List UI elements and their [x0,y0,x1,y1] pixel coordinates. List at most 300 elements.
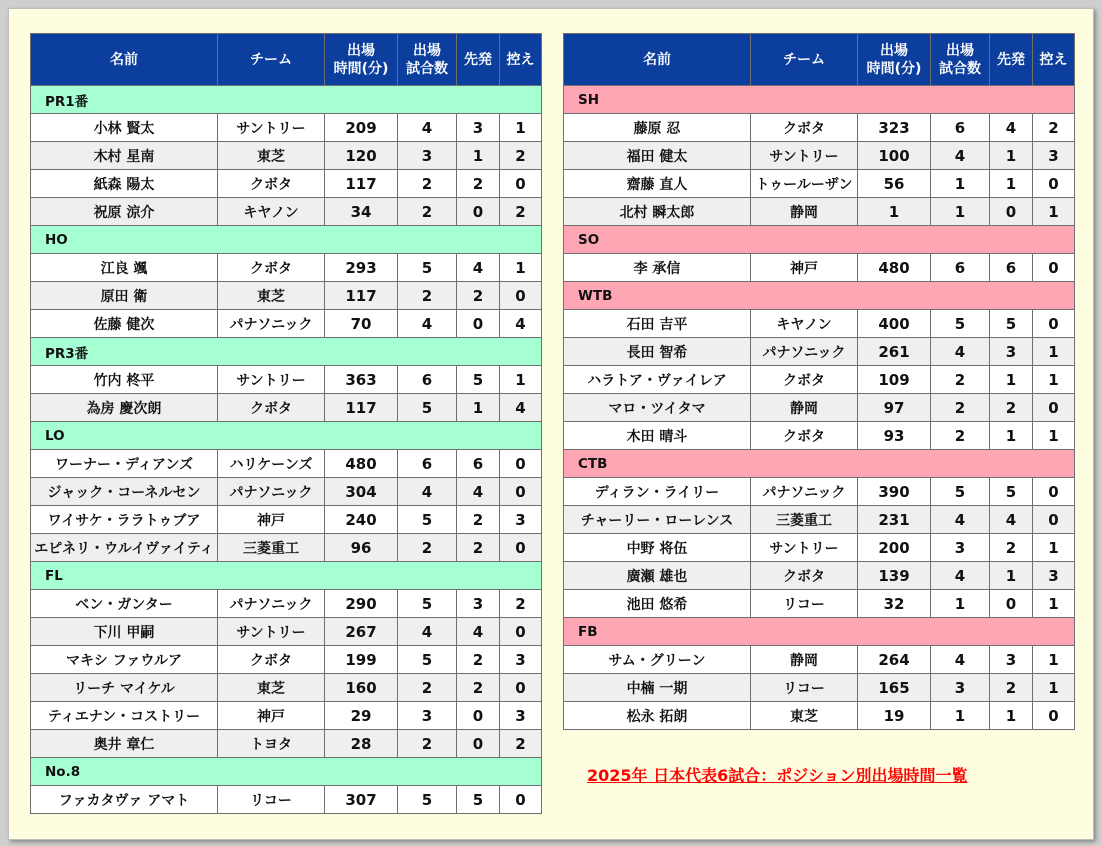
team-cell: サントリー [218,366,325,394]
minutes-cell: 34 [325,198,398,226]
table-row [31,730,542,758]
starts-cell: 6 [990,254,1033,282]
matches-cell: 2 [931,394,990,422]
minutes-cell: 264 [858,646,931,674]
right-roster-table [563,33,1075,730]
position-label: SO [564,226,1075,254]
team-cell: 神戸 [218,506,325,534]
starts-cell: 4 [457,618,500,646]
bench-cell: 2 [500,142,542,170]
header-minutes: 出場 時間(分) [858,34,931,86]
header-matches: 出場 試合数 [931,34,990,86]
player-name-cell: 祝原 涼介 [31,198,218,226]
position-group-row [564,226,1075,254]
matches-cell: 1 [931,590,990,618]
team-cell: クボタ [751,366,858,394]
table-row [564,646,1075,674]
minutes-cell: 70 [325,310,398,338]
bench-cell: 0 [500,786,542,814]
team-cell: パナソニック [751,338,858,366]
table-row [31,674,542,702]
matches-cell: 3 [398,142,457,170]
table-row [31,170,542,198]
minutes-cell: 97 [858,394,931,422]
player-name-cell: ワイサケ・ララトゥブア [31,506,218,534]
team-cell: 三菱重工 [218,534,325,562]
table-row [564,338,1075,366]
starts-cell: 4 [990,506,1033,534]
minutes-cell: 165 [858,674,931,702]
player-name-cell: 奥井 章仁 [31,730,218,758]
starts-cell: 5 [457,366,500,394]
minutes-cell: 96 [325,534,398,562]
matches-cell: 2 [931,422,990,450]
player-name-cell: チャーリー・ローレンス [564,506,751,534]
table-row [31,618,542,646]
starts-cell: 1 [990,142,1033,170]
position-group-row [31,86,542,114]
table-row [564,506,1075,534]
matches-cell: 2 [398,730,457,758]
matches-cell: 4 [931,142,990,170]
player-name-cell: 木田 晴斗 [564,422,751,450]
team-cell: クボタ [751,114,858,142]
position-label: SH [564,86,1075,114]
position-group-row [564,618,1075,646]
minutes-cell: 117 [325,170,398,198]
starts-cell: 3 [990,646,1033,674]
team-cell: 三菱重工 [751,506,858,534]
player-name-cell: 下川 甲嗣 [31,618,218,646]
table-row [31,198,542,226]
header-row [564,34,1075,86]
team-cell: リコー [751,674,858,702]
header-minutes: 出場 時間(分) [325,34,398,86]
starts-cell: 5 [457,786,500,814]
table-row [564,702,1075,730]
player-name-cell: サム・グリーン [564,646,751,674]
player-name-cell: リーチ マイケル [31,674,218,702]
starts-cell: 1 [990,170,1033,198]
header-bench: 控え [500,34,542,86]
team-cell: パナソニック [218,310,325,338]
matches-cell: 5 [398,254,457,282]
matches-cell: 4 [931,646,990,674]
matches-cell: 1 [931,198,990,226]
starts-cell: 5 [990,310,1033,338]
position-label: HO [31,226,542,254]
header-name: 名前 [564,34,751,86]
minutes-cell: 117 [325,394,398,422]
left-roster-table [30,33,542,814]
starts-cell: 6 [457,450,500,478]
page-caption: 2025年 日本代表6試合：ポジション別出場時間一覧 [587,766,968,785]
matches-cell: 3 [931,534,990,562]
starts-cell: 2 [990,394,1033,422]
header-team: チーム [751,34,858,86]
team-cell: クボタ [218,394,325,422]
bench-cell: 0 [500,170,542,198]
bench-cell: 1 [500,366,542,394]
bench-cell: 1 [1033,646,1075,674]
team-cell: サントリー [218,618,325,646]
bench-cell: 2 [500,198,542,226]
minutes-cell: 293 [325,254,398,282]
table-row [31,310,542,338]
player-name-cell: 為房 慶次朗 [31,394,218,422]
matches-cell: 6 [398,366,457,394]
minutes-cell: 120 [325,142,398,170]
team-cell: クボタ [751,422,858,450]
position-label: PR3番 [31,338,542,366]
starts-cell: 1 [990,702,1033,730]
starts-cell: 4 [990,114,1033,142]
table-row [564,478,1075,506]
position-label: WTB [564,282,1075,310]
table-row [31,506,542,534]
matches-cell: 6 [931,114,990,142]
starts-cell: 3 [457,114,500,142]
table-row [31,702,542,730]
bench-cell: 0 [1033,170,1075,198]
player-name-cell: 北村 瞬太郎 [564,198,751,226]
position-label: FL [31,562,542,590]
bench-cell: 3 [500,506,542,534]
bench-cell: 3 [1033,142,1075,170]
minutes-cell: 56 [858,170,931,198]
header-starts: 先発 [990,34,1033,86]
team-cell: サントリー [751,534,858,562]
table-row [564,366,1075,394]
table-row [31,450,542,478]
matches-cell: 5 [398,590,457,618]
player-name-cell: マキシ ファウルア [31,646,218,674]
starts-cell: 1 [457,394,500,422]
team-cell: トヨタ [218,730,325,758]
table-row [31,254,542,282]
table-row [31,142,542,170]
matches-cell: 3 [398,702,457,730]
bench-cell: 1 [500,114,542,142]
player-name-cell: ジャック・コーネルセン [31,478,218,506]
table-row [31,114,542,142]
starts-cell: 2 [457,534,500,562]
bench-cell: 3 [1033,562,1075,590]
bench-cell: 0 [500,450,542,478]
header-bench: 控え [1033,34,1075,86]
starts-cell: 2 [457,506,500,534]
bench-cell: 2 [500,730,542,758]
header-name: 名前 [31,34,218,86]
matches-cell: 2 [398,282,457,310]
matches-cell: 4 [931,562,990,590]
player-name-cell: 中野 将伍 [564,534,751,562]
player-name-cell: ファカタヴァ アマト [31,786,218,814]
table-row [31,394,542,422]
player-name-cell: 竹内 柊平 [31,366,218,394]
table-row [31,478,542,506]
minutes-cell: 117 [325,282,398,310]
team-cell: サントリー [751,142,858,170]
starts-cell: 1 [990,562,1033,590]
player-name-cell: 木村 星南 [31,142,218,170]
team-cell: 静岡 [751,198,858,226]
table-row [564,422,1075,450]
player-name-cell: 小林 賢太 [31,114,218,142]
table-row [564,310,1075,338]
table-row [564,114,1075,142]
table-row [564,674,1075,702]
matches-cell: 4 [398,310,457,338]
minutes-cell: 363 [325,366,398,394]
bench-cell: 1 [1033,590,1075,618]
team-cell: クボタ [218,170,325,198]
team-cell: 神戸 [751,254,858,282]
bench-cell: 1 [1033,422,1075,450]
matches-cell: 5 [398,786,457,814]
player-name-cell: ディラン・ライリー [564,478,751,506]
player-name-cell: 松永 拓朗 [564,702,751,730]
table-row [564,142,1075,170]
matches-cell: 6 [931,254,990,282]
team-cell: 東芝 [218,142,325,170]
team-cell: キヤノン [751,310,858,338]
matches-cell: 5 [931,478,990,506]
team-cell: キヤノン [218,198,325,226]
team-cell: 神戸 [218,702,325,730]
starts-cell: 0 [457,702,500,730]
minutes-cell: 29 [325,702,398,730]
bench-cell: 0 [1033,506,1075,534]
starts-cell: 1 [990,422,1033,450]
minutes-cell: 199 [325,646,398,674]
table-row [564,534,1075,562]
team-cell: リコー [751,590,858,618]
minutes-cell: 267 [325,618,398,646]
minutes-cell: 100 [858,142,931,170]
position-group-row [31,226,542,254]
starts-cell: 0 [457,730,500,758]
minutes-cell: 261 [858,338,931,366]
matches-cell: 2 [398,534,457,562]
minutes-cell: 480 [858,254,931,282]
minutes-cell: 139 [858,562,931,590]
team-cell: 静岡 [751,394,858,422]
header-team: チーム [218,34,325,86]
position-group-row [31,562,542,590]
minutes-cell: 28 [325,730,398,758]
minutes-cell: 323 [858,114,931,142]
player-name-cell: 廣瀬 雄也 [564,562,751,590]
starts-cell: 2 [457,646,500,674]
minutes-cell: 304 [325,478,398,506]
bench-cell: 2 [1033,114,1075,142]
team-cell: 静岡 [751,646,858,674]
starts-cell: 2 [457,282,500,310]
player-name-cell: 池田 悠希 [564,590,751,618]
team-cell: 東芝 [218,674,325,702]
bench-cell: 0 [1033,394,1075,422]
table-row [31,534,542,562]
table-row [564,170,1075,198]
matches-cell: 1 [931,170,990,198]
player-name-cell: 紙森 陽太 [31,170,218,198]
header-starts: 先発 [457,34,500,86]
player-name-cell: ワーナー・ディアンズ [31,450,218,478]
player-name-cell: 福田 健太 [564,142,751,170]
starts-cell: 3 [990,338,1033,366]
bench-cell: 0 [500,618,542,646]
bench-cell: 3 [500,702,542,730]
player-name-cell: ベン・ガンター [31,590,218,618]
table-row [564,562,1075,590]
minutes-cell: 160 [325,674,398,702]
team-cell: クボタ [218,254,325,282]
matches-cell: 4 [398,618,457,646]
minutes-cell: 19 [858,702,931,730]
team-cell: ハリケーンズ [218,450,325,478]
matches-cell: 4 [931,338,990,366]
minutes-cell: 1 [858,198,931,226]
bench-cell: 0 [1033,254,1075,282]
matches-cell: 5 [398,646,457,674]
bench-cell: 0 [500,282,542,310]
matches-cell: 5 [398,506,457,534]
position-group-row [31,422,542,450]
team-cell: クボタ [218,646,325,674]
minutes-cell: 231 [858,506,931,534]
bench-cell: 1 [1033,338,1075,366]
matches-cell: 2 [398,170,457,198]
matches-cell: 1 [931,702,990,730]
minutes-cell: 307 [325,786,398,814]
starts-cell: 1 [457,142,500,170]
player-name-cell: 原田 衛 [31,282,218,310]
starts-cell: 2 [457,170,500,198]
matches-cell: 6 [398,450,457,478]
player-name-cell: ティエナン・コストリー [31,702,218,730]
player-name-cell: 中楠 一期 [564,674,751,702]
starts-cell: 0 [457,310,500,338]
minutes-cell: 200 [858,534,931,562]
table-row [564,590,1075,618]
starts-cell: 2 [457,674,500,702]
matches-cell: 2 [398,198,457,226]
position-label: PR1番 [31,86,542,114]
player-name-cell: 藤原 忍 [564,114,751,142]
minutes-cell: 240 [325,506,398,534]
table-row [564,198,1075,226]
team-cell: パナソニック [218,590,325,618]
bench-cell: 3 [500,646,542,674]
table-row [564,254,1075,282]
minutes-cell: 32 [858,590,931,618]
bench-cell: 1 [1033,674,1075,702]
starts-cell: 5 [990,478,1033,506]
header-row [31,34,542,86]
minutes-cell: 290 [325,590,398,618]
bench-cell: 0 [1033,310,1075,338]
position-label: LO [31,422,542,450]
table-row [31,590,542,618]
position-group-row [31,338,542,366]
matches-cell: 3 [931,674,990,702]
matches-cell: 4 [398,114,457,142]
bench-cell: 1 [1033,366,1075,394]
starts-cell: 2 [990,674,1033,702]
starts-cell: 1 [990,366,1033,394]
table-row [31,366,542,394]
player-name-cell: 李 承信 [564,254,751,282]
table-row [564,394,1075,422]
position-label: No.8 [31,758,542,786]
position-group-row [564,282,1075,310]
starts-cell: 0 [990,198,1033,226]
position-group-row [564,450,1075,478]
starts-cell: 3 [457,590,500,618]
table-row [31,786,542,814]
starts-cell: 4 [457,478,500,506]
minutes-cell: 209 [325,114,398,142]
bench-cell: 0 [500,534,542,562]
player-name-cell: 江良 颯 [31,254,218,282]
position-label: FB [564,618,1075,646]
team-cell: サントリー [218,114,325,142]
team-cell: パナソニック [751,478,858,506]
table-row [31,282,542,310]
starts-cell: 0 [457,198,500,226]
bench-cell: 4 [500,310,542,338]
minutes-cell: 480 [325,450,398,478]
position-group-row [31,758,542,786]
matches-cell: 4 [931,506,990,534]
player-name-cell: ハラトア・ヴァイレア [564,366,751,394]
team-cell: クボタ [751,562,858,590]
team-cell: 東芝 [751,702,858,730]
minutes-cell: 109 [858,366,931,394]
team-cell: トゥールーザン [751,170,858,198]
matches-cell: 2 [398,674,457,702]
page-frame [8,8,1094,840]
team-cell: リコー [218,786,325,814]
minutes-cell: 390 [858,478,931,506]
bench-cell: 1 [500,254,542,282]
player-name-cell: 長田 智希 [564,338,751,366]
bench-cell: 0 [500,674,542,702]
player-name-cell: エピネリ・ウルイヴァイティ [31,534,218,562]
bench-cell: 0 [1033,702,1075,730]
bench-cell: 1 [1033,534,1075,562]
matches-cell: 2 [931,366,990,394]
position-group-row [564,86,1075,114]
matches-cell: 4 [398,478,457,506]
starts-cell: 0 [990,590,1033,618]
starts-cell: 4 [457,254,500,282]
bench-cell: 4 [500,394,542,422]
bench-cell: 1 [1033,198,1075,226]
player-name-cell: 齋藤 直人 [564,170,751,198]
player-name-cell: 石田 吉平 [564,310,751,338]
team-cell: パナソニック [218,478,325,506]
minutes-cell: 400 [858,310,931,338]
header-matches: 出場 試合数 [398,34,457,86]
starts-cell: 2 [990,534,1033,562]
player-name-cell: 佐藤 健次 [31,310,218,338]
table-row [31,646,542,674]
bench-cell: 0 [500,478,542,506]
bench-cell: 2 [500,590,542,618]
team-cell: 東芝 [218,282,325,310]
